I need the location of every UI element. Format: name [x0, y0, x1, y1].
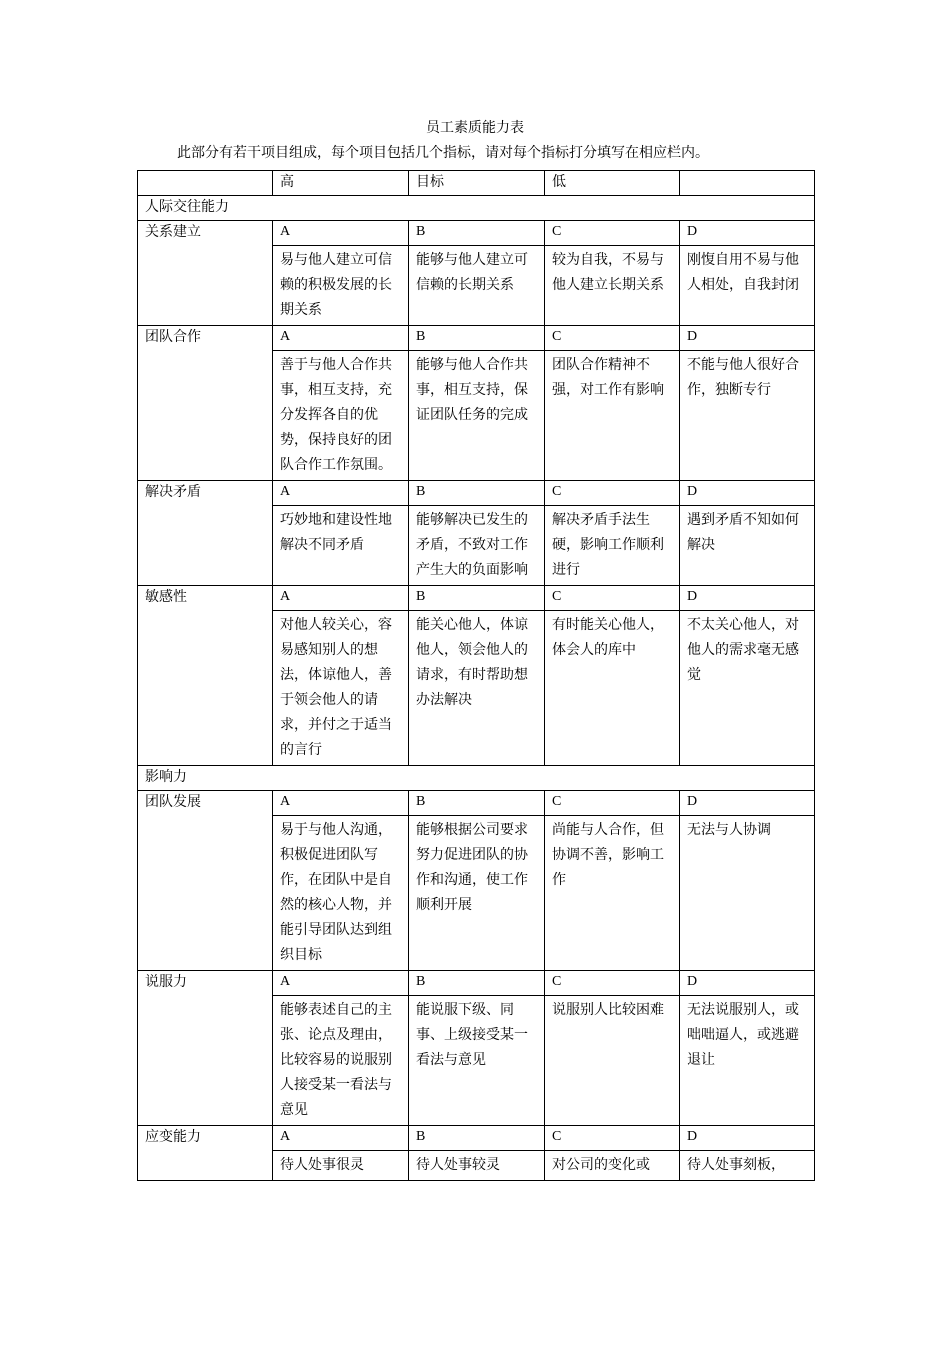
description-cell: 无法说服别人，或咄咄逼人，或逃避退让	[680, 996, 815, 1126]
grade-row	[138, 791, 815, 816]
grade-row	[138, 971, 815, 996]
item-name: 团队合作	[138, 326, 273, 481]
grade-cell: A	[273, 326, 409, 351]
grade-row	[138, 586, 815, 611]
grade-cell: B	[409, 586, 545, 611]
header-cell	[138, 171, 273, 196]
description-cell: 说服别人比较困难	[545, 996, 680, 1126]
description-cell: 待人处事较灵	[409, 1151, 545, 1181]
description-cell: 待人处事很灵	[273, 1151, 409, 1181]
description-cell: 巧妙地和建设性地解决不同矛盾	[273, 506, 409, 586]
description-cell: 较为自我，不易与他人建立长期关系	[545, 246, 680, 326]
header-cell-high: 高	[273, 171, 409, 196]
description-cell: 能够解决已发生的矛盾，不致对工作产生大的负面影响	[409, 506, 545, 586]
description-cell: 能够表述自己的主张、论点及理由，比较容易的说服别人接受某一看法与意见	[273, 996, 409, 1126]
item-name: 解决矛盾	[138, 481, 273, 586]
grade-row	[138, 481, 815, 506]
grade-cell: D	[680, 1126, 815, 1151]
grade-cell: D	[680, 221, 815, 246]
grade-cell: D	[680, 791, 815, 816]
description-cell: 对他人较关心，容易感知别人的想法，体谅他人，善于领会他人的请求，并付之于适当的言行	[273, 611, 409, 766]
description-cell: 善于与他人合作共事，相互支持，充分发挥各自的优势，保持良好的团队合作工作氛围。	[273, 351, 409, 481]
description-cell: 遇到矛盾不知如何解决	[680, 506, 815, 586]
grade-cell: C	[545, 1126, 680, 1151]
description-cell: 无法与人协调	[680, 816, 815, 971]
grade-cell: B	[409, 221, 545, 246]
document-title: 员工素质能力表	[426, 120, 524, 136]
grade-cell: A	[273, 971, 409, 996]
grade-cell: D	[680, 481, 815, 506]
header-cell	[680, 171, 815, 196]
section-row	[138, 196, 815, 221]
item-name: 敏感性	[138, 586, 273, 766]
grade-row	[138, 1126, 815, 1151]
description-cell: 易于与他人沟通，积极促进团队写作，在团队中是自然的核心人物，并能引导团队达到组织目标	[273, 816, 409, 971]
section-title: 影响力	[138, 766, 815, 791]
competency-table	[137, 170, 815, 1181]
description-cell: 不能与他人很好合作，独断专行	[680, 351, 815, 481]
description-cell: 团队合作精神不强，对工作有影响	[545, 351, 680, 481]
grade-cell: C	[545, 791, 680, 816]
description-cell: 能关心他人，体谅他人，领会他人的请求，有时帮助想办法解决	[409, 611, 545, 766]
grade-cell: A	[273, 481, 409, 506]
header-cell-low: 低	[545, 171, 680, 196]
item-name: 应变能力	[138, 1126, 273, 1181]
description-cell: 能够与他人建立可信赖的长期关系	[409, 246, 545, 326]
grade-cell: D	[680, 326, 815, 351]
description-cell: 易与他人建立可信赖的积极发展的长期关系	[273, 246, 409, 326]
grade-cell: C	[545, 221, 680, 246]
grade-row	[138, 326, 815, 351]
grade-cell: A	[273, 221, 409, 246]
description-cell: 待人处事刻板，	[680, 1151, 815, 1181]
grade-cell: A	[273, 791, 409, 816]
item-name: 关系建立	[138, 221, 273, 326]
description-cell: 能够与他人合作共事，相互支持，保证团队任务的完成	[409, 351, 545, 481]
grade-cell: B	[409, 971, 545, 996]
description-cell: 能说服下级、同事、上级接受某一看法与意见	[409, 996, 545, 1126]
grade-cell: D	[680, 971, 815, 996]
grade-row	[138, 221, 815, 246]
grade-cell: B	[409, 326, 545, 351]
grade-cell: B	[409, 791, 545, 816]
grade-cell: C	[545, 586, 680, 611]
grade-cell: A	[273, 1126, 409, 1151]
grade-cell: C	[545, 326, 680, 351]
description-cell: 刚愎自用不易与他人相处，自我封闭	[680, 246, 815, 326]
grade-cell: B	[409, 1126, 545, 1151]
grade-cell: C	[545, 481, 680, 506]
grade-cell: B	[409, 481, 545, 506]
grade-cell: D	[680, 586, 815, 611]
description-cell: 能够根据公司要求努力促进团队的协作和沟通，使工作顺利开展	[409, 816, 545, 971]
description-cell: 不太关心他人，对他人的需求毫无感觉	[680, 611, 815, 766]
grade-cell: C	[545, 971, 680, 996]
item-name: 说服力	[138, 971, 273, 1126]
section-title: 人际交往能力	[138, 196, 815, 221]
description-cell: 尚能与人合作，但协调不善，影响工作	[545, 816, 680, 971]
description-cell: 解决矛盾手法生硬，影响工作顺利进行	[545, 506, 680, 586]
header-cell-target: 目标	[409, 171, 545, 196]
description-cell: 对公司的变化或	[545, 1151, 680, 1181]
item-name: 团队发展	[138, 791, 273, 971]
intro-text: 此部分有若干项目组成，每个项目包括几个指标，请对每个指标打分填写在相应栏内。	[177, 145, 709, 161]
header-row	[138, 171, 815, 196]
description-cell: 有时能关心他人，体会人的库中	[545, 611, 680, 766]
grade-cell: A	[273, 586, 409, 611]
section-row	[138, 766, 815, 791]
